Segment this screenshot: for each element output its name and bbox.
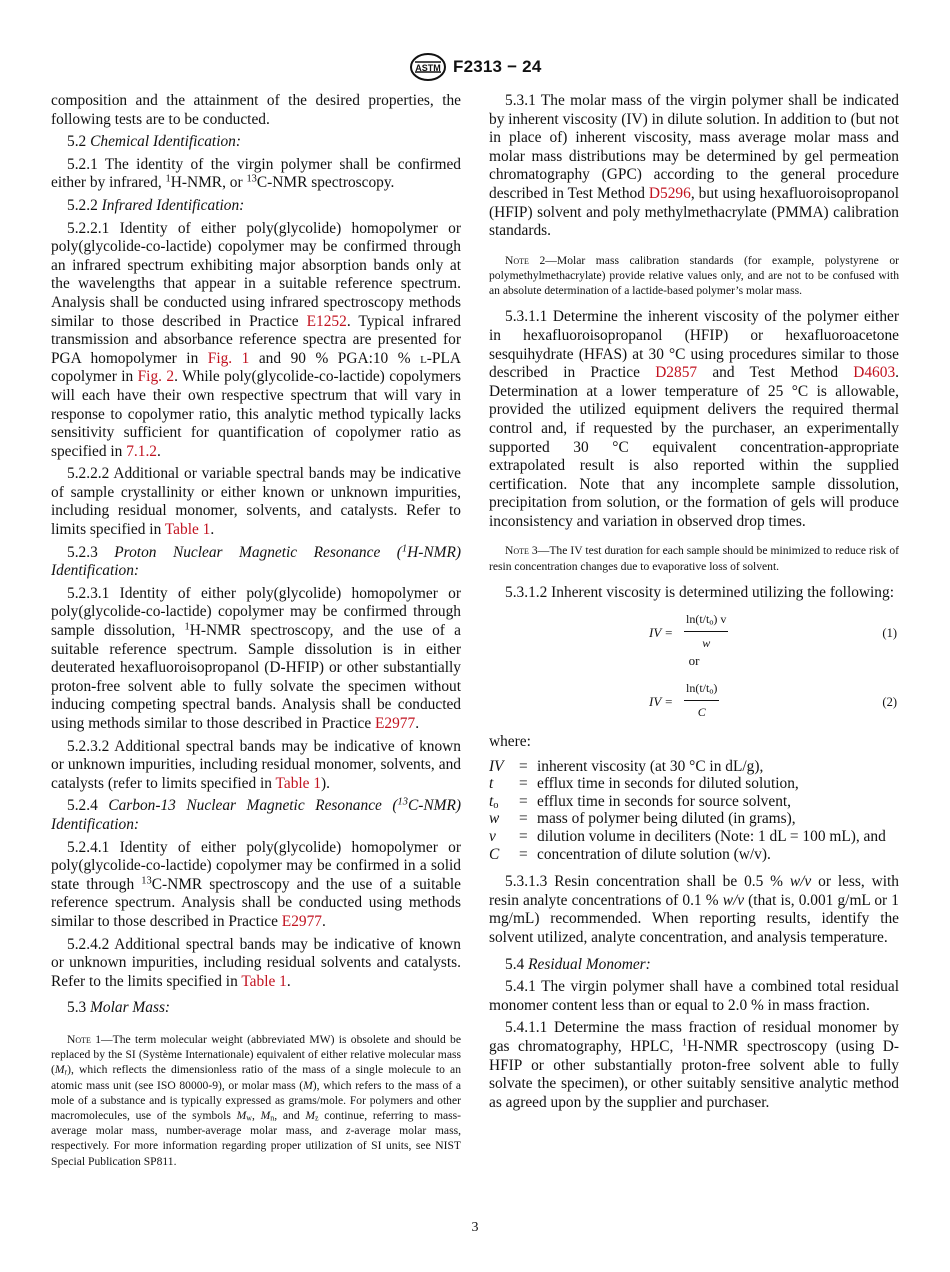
paragraph-5-2-4-2: 5.2.4.2 Additional spectral bands may be indicative of known or unknown impurities, including residual solvents and catalysts. Refer to the limits specified in Table 1.: [51, 935, 461, 990]
paragraph-5-4-1-1: 5.4.1.1 Determine the mass fraction of residual monomer by gas chromatography, HPLC, $^1$H-NMR spectroscopy (using D-HFIP or other substantially proton-free solvent able to fully solvate the specimen), or other suitably sensitive analytic method as agreed upon by the supplier and purchaser.: [489, 1019, 899, 1111]
designation: F2313 − 24: [453, 57, 542, 76]
link-d5296[interactable]: D5296: [648, 184, 691, 202]
note-1: Note 1—The term molecular weight (abbreviated MW) is obsolete and should be replaced by the SI (Système Internationale) equivalent of either relative molecular mass $(M_r)$, which reflects the dimensionless ratio of the mass of a single molecule to an atomic mass unit (see ISO 80000-9), or molar mass (M), which refers to the mass of a mole of a substance and is typically expressed as grams/mole. For polymers and other macromolecules, use of the symbols $M_w$, $M_n$, and $M_z$ continue, referring to mass-average molar mass, number-average molar mass, and z-average molar mass, respectively. For more information regarding proper utilization of SI units, see NIST Special Publication SP811.: [51, 1032, 462, 1168]
note-3: Note 3—The IV test duration for each sample should be minimized to reduce risk of resin concentration changes due to evaporative loss of solvent.: [489, 544, 899, 573]
link-e1252[interactable]: E1252: [306, 312, 347, 330]
paragraph-5-3-1: 5.3.1 The molar mass of the virgin polymer shall be indicated by inherent viscosity (IV) in dilute solution. In addition to (but not in place of) inherent viscosity, mass average molar mass and molar mass distributions may be determined by gel permeation chromatography (GPC) according to the general procedure described in Test Method D5296, but using hexafluoroisopropanol (HFIP) solvent and poly methylmethacrylate (PMMA) calibration standards.: [489, 92, 899, 240]
svg-text:ASTM: ASTM: [415, 63, 441, 73]
paragraph-5-2-1: 5.2.1 The identity of the virgin polymer shall be confirmed either by infrared, $^1$H-NMR, or $^{13}$C-NMR spectroscopy.: [51, 155, 461, 192]
paragraph-intro: composition and the attainment of the desired properties, the following tests are to be conducted.: [51, 92, 461, 128]
link-fig-1[interactable]: Fig. 1: [207, 349, 250, 367]
link-e2977[interactable]: E2977: [281, 912, 322, 930]
link-table-1[interactable]: Table 1: [275, 774, 322, 792]
link-e2977[interactable]: E2977: [375, 715, 416, 732]
link-7-1-2[interactable]: 7.1.2: [126, 442, 157, 460]
section-5-2-4-heading: 5.2.4 Carbon-13 Nuclear Magnetic Resonance ($^{13}$C-NMR) Identification:: [51, 796, 461, 833]
page-number: 3: [471, 1220, 479, 1235]
paragraph-5-2-4-1: 5.2.4.1 Identity of either poly(glycolide) homopolymer or poly(glycolide-co-lactide) copolymer may be confirmed in a solid state through $^{13}$C-NMR spectroscopy and the use of a suitable reference spectrum. Analysis shall be conducted using methods similar to those described in Practice E2977.: [51, 838, 461, 930]
section-5-2-3-heading: 5.2.3 Proton Nuclear Magnetic Resonance ($^1$H-NMR) Identification:: [51, 542, 461, 580]
equation-2: IV = $\frac{\ln(t/t_o)}{C}$ (2): [649, 681, 897, 719]
note-2: Note 2—Molar mass calibration standards (for example, polystyrene or polymethylmethacrylate) provide relative values only, and are not to be confused with an absolute determination of a lactide-based polymer’s molar mass.: [489, 253, 900, 298]
paragraph-5-2-3-2: 5.2.3.2 Additional spectral bands may be indicative of known or unknown impurities, including residual monomer, solvents, and catalysts (refer to limits specified in Table 1).: [51, 737, 461, 792]
paragraph-5-3-1-2: 5.3.1.2 Inherent viscosity is determined utilizing the following:: [505, 583, 894, 601]
paragraph-5-3-1-3: 5.3.1.3 Resin concentration shall be 0.5 % w/v or less, with resin analyte concentrations of 0.1 % w/v (that is, 0.001 g/mL or 1 mg/mL) recommended. When reporting results, identify the solvent utilized, analyte concentration, and analysis temperature.: [489, 873, 899, 947]
left-column: [51, 92, 461, 1179]
link-table-1[interactable]: Table 1: [241, 972, 287, 990]
section-5-2-2-heading: 5.2.2 Infrared Identification:: [67, 196, 245, 214]
link-d4603[interactable]: D4603: [853, 364, 896, 382]
equation-or: or: [688, 653, 700, 669]
equation-1: IV = $\frac{\ln(t/t_o) v}{w}$ (1): [649, 612, 897, 651]
section-5-4-heading: 5.4 Residual Monomer:: [505, 955, 651, 973]
paragraph-5-2-3-1: 5.2.3.1 Identity of either poly(glycolide) homopolymer or poly(glycolide-co-lactide) copolymer may be confirmed through sample dissolution, $^1$H-NMR spectroscopy, and the use of a suitable reference spectrum. Sample dissolution is in either deuterated hexafluoroisopropanol (D-HFIP) or other substantially proton-free solvent able to fully solvate the specimen without inducing competing spectral bands. Analysis shall be conducted using methods similar to those described in Practice E2977.: [51, 584, 462, 732]
paragraph-5-2-2-2: 5.2.2.2 Additional or variable spectral bands may be indicative of sample crystallinity or either known or unknown impurities, including residual monomer, solvents, and catalysts. Refer to limits specified in Table 1.: [51, 465, 461, 539]
section-5-3-heading: 5.3 Molar Mass:: [67, 999, 171, 1017]
link-d2857[interactable]: D2857: [655, 364, 698, 382]
link-fig-2[interactable]: Fig. 2: [137, 368, 175, 386]
definitions-list: IV = inherent viscosity (at 30 °C in dL/g), t = efflux time in seconds for diluted solution, $t_o$ = efflux time in seconds for source solvent, w = mass of polymer being diluted (in grams), v = dilution volume in deciliters (Note: 1 dL = 100 mL), and C = concentration of dilute solution (w/v).: [489, 757, 886, 863]
where-label: where:: [489, 733, 531, 751]
link-table-1[interactable]: Table 1: [164, 521, 211, 539]
paragraph-5-3-1-1: 5.3.1.1 Determine the inherent viscosity of the polymer either in hexafluoroisopropanol (HFIP) or hexafluoroacetone sesquihydrate (HFAS) at 30 °C using procedures similar to those described in Practice D2857 and Test Method D4603. Determination at a lower temperature of 25 °C is allowable, provided the utilized equipment delivers the required thermal control and, if requested by the purchaser, an experimentally supported 30 °C equivalent concentration-appropriate extrapolated result is also reported within the supplied certification. Note that any incomplete sample dissolution, precipitation from solution, or the formation of gels will produce inconsistency and variation in observed drop times.: [489, 308, 900, 530]
astm-logo-icon: [409, 52, 447, 82]
section-5-2-heading: 5.2 Chemical Identification:: [67, 133, 241, 151]
paragraph-5-2-2-1: 5.2.2.1 Identity of either poly(glycolide) homopolymer or poly(glycolide-co-lactide) copolymer may be confirmed through an infrared spectrum exhibiting major absorption bands only at the wavelengths that appear in a suitable reference spectrum. Analysis shall be conducted using infrared spectroscopy methods similar to those described in Practice E1252. Typical infrared transmission and absorbance reference spectra are presented for PGA homopolymer in Fig. 1 and 90 % PGA:10 % l-PLA copolymer in Fig. 2. While poly(glycolide-co-lactide) copolymers will each have their own respective spectrum that will vary in response to copolymer ratio, this analytic method typically lacks sensitivity sufficient for quantification of copolymer ratio as specified in 7.1.2.: [51, 219, 462, 460]
paragraph-5-4-1: 5.4.1 The virgin polymer shall have a combined total residual monomer content less than or equal to 2.0 % in mass fraction.: [489, 978, 899, 1014]
right-column: [489, 92, 899, 1116]
